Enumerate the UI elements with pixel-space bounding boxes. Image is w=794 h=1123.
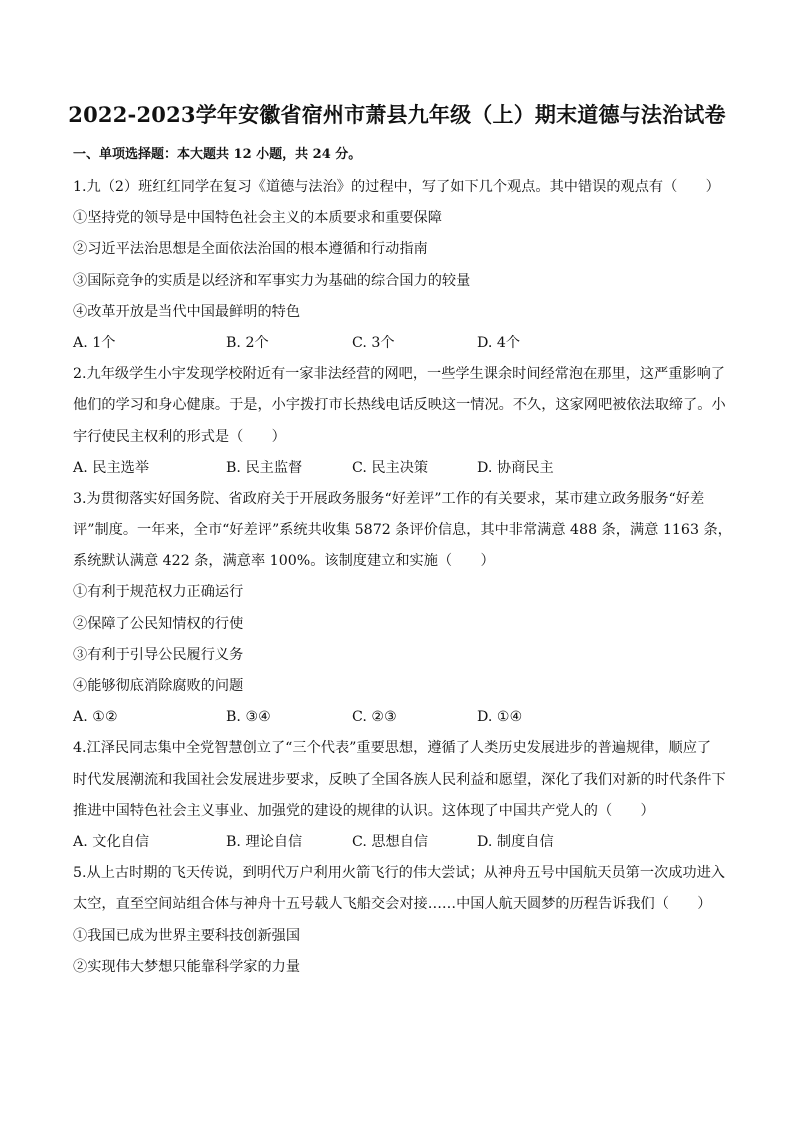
option-b: B. 2个 [226, 334, 269, 351]
question-stem: 时代发展潮流和我国社会发展进步要求，反映了全国各族人民利益和愿望，深化了我们对新的时代条件下 [73, 771, 726, 788]
question-stem: 2.九年级学生小宇发现学校附近有一家非法经营的网吧，一些学生课余时间经常泡在那里，这严重影响了 [73, 366, 725, 383]
question-1 [73, 172, 723, 359]
option-d: D. 制度自信 [477, 833, 554, 850]
answer-options [73, 827, 723, 858]
option-a: A. ①② [73, 709, 118, 726]
question-stem: 宇行使民主权利的形式是（ ） [73, 428, 286, 445]
statement-item: ②习近平法治思想是全面依法治国的根本遵循和行动指南 [73, 241, 428, 258]
statement-item: ①坚持党的领导是中国特色社会主义的本质要求和重要保障 [73, 210, 442, 227]
question-stem: 5.从上古时期的飞天传说，到明代万户利用火箭飞行的伟大尝试；从神舟五号中国航天员第一次成功进入 [73, 865, 725, 882]
answer-options [73, 328, 723, 359]
option-d: D. ①④ [477, 709, 523, 726]
question-stem: 推进中国特色社会主义事业、加强党的建设的规律的认识。这体现了中国共产党人的（ ） [73, 802, 655, 819]
option-d: D. 4个 [477, 334, 521, 351]
question-stem: 系统默认满意 422 条，满意率 100%。该制度建立和实施（ ） [73, 553, 495, 570]
question-list [73, 172, 732, 983]
option-c: C. 民主决策 [352, 459, 429, 476]
question-2 [73, 359, 726, 484]
option-b: B. 理论自信 [226, 833, 303, 850]
question-stem: 他们的学习和身心健康。于是，小宇拨打市长热线电话反映这一情况。不久，这家网吧被依法取缔了。小 [73, 397, 726, 414]
statement-item: ④改革开放是当代中国最鲜明的特色 [73, 303, 301, 320]
option-b: B. ③④ [226, 709, 271, 726]
option-d: D. 协商民主 [477, 459, 554, 476]
option-a: A. 1个 [73, 334, 116, 351]
answer-options [73, 702, 723, 733]
option-c: C. 思想自信 [352, 833, 429, 850]
question-stem: 评”制度。一年来，全市“好差评”系统共收集 5872 条评价信息，其中非常满意 488 条，满意 1163 条， [73, 522, 732, 539]
question-stem: 4.江泽民同志集中全党智慧创立了“三个代表”重要思想，遵循了人类历史发展进步的普遍规律，顺应了 [73, 740, 712, 757]
question-stem: 太空，直至空间站组合体与神舟十五号载人飞船交会对接……中国人航天圆梦的历程告诉我们（ ） [73, 896, 712, 913]
statement-item: ②保障了公民知情权的行使 [73, 615, 244, 632]
statement-item: ①有利于规范权力正确运行 [73, 584, 244, 601]
statement-item: ③有利于引导公民履行义务 [73, 646, 244, 663]
answer-options [73, 453, 723, 484]
statement-item: ①我国已成为世界主要科技创新强国 [73, 927, 301, 944]
option-a: A. 文化自信 [73, 833, 150, 850]
statement-item: ④能够彻底消除腐败的问题 [73, 678, 244, 694]
question-4 [73, 733, 726, 858]
option-c: C. 3个 [352, 334, 395, 351]
option-c: C. ②③ [352, 709, 397, 726]
question-5 [73, 858, 723, 983]
question-stem: 3.为贯彻落实好国务院、省政府关于开展政务服务“好差评”工作的有关要求，某市建立政务服务“好差 [73, 490, 705, 507]
question-3 [73, 484, 732, 734]
question-stem: 1.九（2）班红红同学在复习《道德与法治》的过程中，写了如下几个观点。其中错误的观点有（ ） [73, 179, 720, 195]
option-b: B. 民主监督 [226, 459, 303, 476]
exam-title: 2022-2023学年安徽省宿州市萧县九年级（上）期末道德与法治试卷 [68, 102, 726, 127]
statement-item: ②实现伟大梦想只能靠科学家的力量 [73, 958, 301, 975]
option-a: A. 民主选举 [73, 459, 150, 476]
statement-item: ③国际竞争的实质是以经济和军事实力为基础的综合国力的较量 [73, 272, 471, 289]
section-heading: 一、单项选择题：本大题共 12 小题，共 24 分。 [73, 147, 362, 162]
